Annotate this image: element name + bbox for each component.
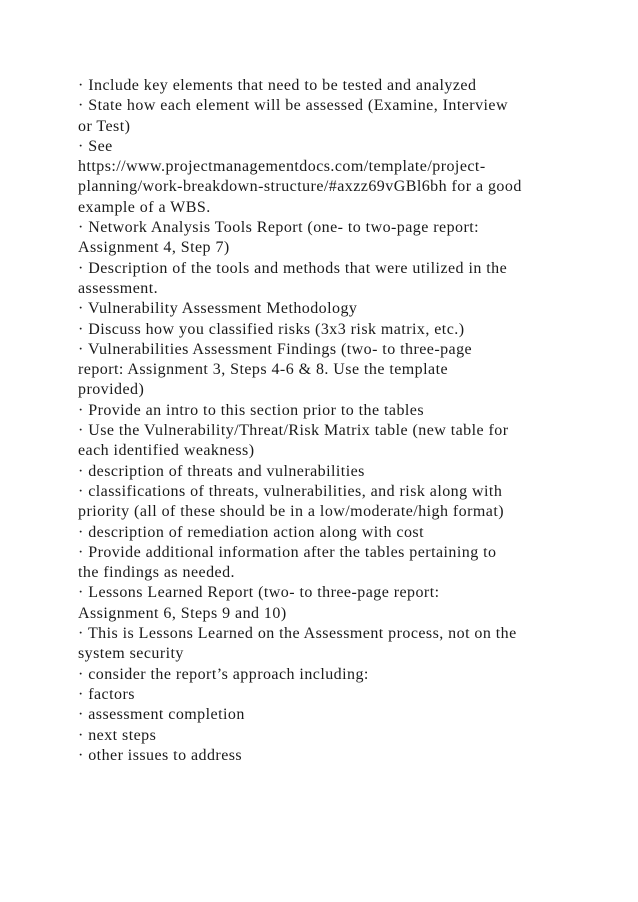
text-line: system security [78, 645, 184, 663]
text-line: · next steps [78, 726, 157, 744]
text-line: · Include key elements that need to be tested and analyzed [78, 77, 477, 94]
text-line: · Provide additional information after the tables pertaining to [78, 543, 497, 561]
text-line: · Network Analysis Tools Report (one- to two-page report: [78, 219, 480, 237]
text-line: · factors [78, 685, 135, 703]
text-line: · This is Lessons Learned on the Assessment process, not on the [78, 625, 517, 643]
text-line: · consider the report’s approach including: [78, 665, 369, 683]
text-line: · Provide an intro to this section prior to the tables [78, 401, 425, 419]
text-line: Assignment 6, Steps 9 and 10) [78, 604, 287, 622]
text-line: · Vulnerability Assessment Methodology [78, 300, 358, 318]
text-line: or Test) [78, 117, 131, 135]
text-line: Assignment 4, Step 7) [78, 239, 230, 257]
text-line: · Vulnerabilities Assessment Findings (two- to three-page [78, 340, 473, 358]
text-line: · Description of the tools and methods that were utilized in the [78, 259, 508, 277]
text-line: assessment. [78, 279, 159, 297]
text-line: · assessment completion [78, 706, 245, 724]
text-line: · Use the Vulnerability/Threat/Risk Matrix table (new table for [78, 422, 509, 440]
text-line: · other issues to address [78, 746, 243, 764]
text-line: priority (all of these should be in a low/moderate/high format) [78, 503, 505, 521]
text-line: planning/work-breakdown-structure/#axzz69vGBl6bh for a good [78, 178, 522, 196]
text-line: the findings as needed. [78, 564, 235, 582]
text-line: report: Assignment 3, Steps 4-6 & 8. Use the template [78, 361, 449, 379]
text-line: · Discuss how you classified risks (3x3 risk matrix, etc.) [78, 320, 465, 338]
text-line: · See [78, 137, 113, 155]
text-line: each identified weakness) [78, 442, 255, 460]
text-line: · description of threats and vulnerabilities [78, 462, 365, 480]
text-line: https://www.projectmanagementdocs.com/template/project- [78, 158, 486, 176]
text-line: · description of remediation action along with cost [78, 523, 424, 541]
text-line: provided) [78, 381, 145, 399]
text-line: · Lessons Learned Report (two- to three-page report: [78, 584, 440, 602]
document-body [78, 76, 568, 766]
text-line: example of a WBS. [78, 198, 211, 216]
text-line: · State how each element will be assessed (Examine, Interview [78, 97, 508, 115]
text-line: · classifications of threats, vulnerabilities, and risk along with [78, 482, 503, 500]
